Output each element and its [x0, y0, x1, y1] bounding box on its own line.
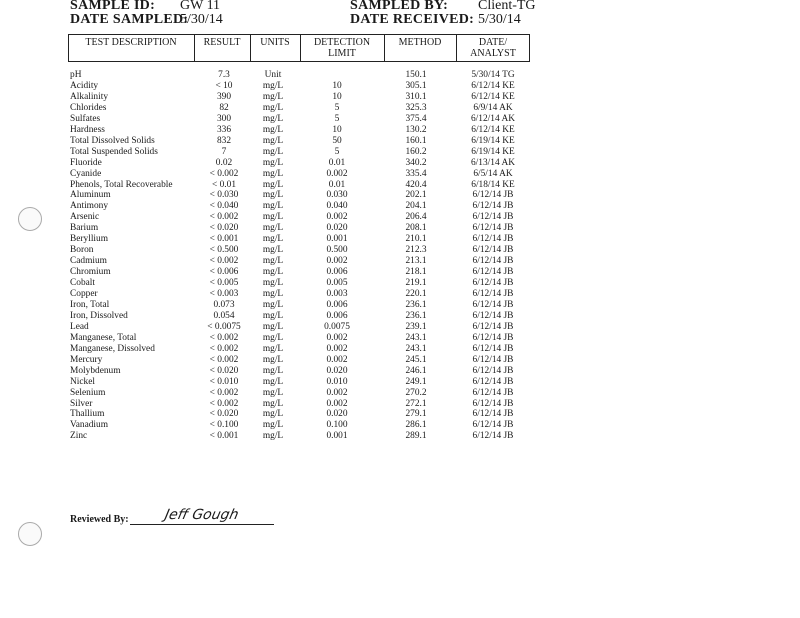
cell-result: < 0.001: [209, 234, 239, 245]
table-row: [0, 70, 560, 81]
cell-test-description: Boron: [70, 245, 94, 256]
cell-date-analyst: 5/30/14 TG: [471, 70, 515, 80]
cell-test-description: Iron, Dissolved: [70, 310, 128, 321]
cell-test-description: Sulfates: [70, 113, 101, 124]
cell-method: 420.4: [405, 179, 427, 190]
cell-detection-limit: 0.002: [326, 398, 348, 409]
cell-method: 208.1: [405, 223, 427, 234]
cell-test-description: Fluoride: [70, 157, 102, 168]
cell-test-description: Lead: [70, 321, 89, 332]
cell-test-description: Arsenic: [70, 212, 100, 223]
cell-units: mg/L: [262, 201, 284, 212]
sample-id-label: SAMPLE ID:: [70, 0, 156, 13]
cell-date-analyst: 6/12/14 KE: [471, 91, 515, 102]
cell-detection-limit: 0.006: [326, 267, 348, 278]
cell-result: < 0.01: [211, 179, 237, 190]
cell-units: mg/L: [262, 376, 284, 387]
table-row: [0, 278, 560, 289]
cell-result: < 0.006: [209, 267, 239, 278]
cell-result: 0.054: [213, 310, 235, 321]
cell-units: mg/L: [262, 234, 284, 245]
table-row: [0, 125, 560, 136]
cell-test-description: Selenium: [70, 387, 106, 398]
cell-test-description: Vanadium: [70, 420, 109, 431]
cell-date-analyst: 6/12/14 JB: [472, 201, 514, 212]
date-sampled-value: 5/30/14: [180, 12, 223, 27]
cell-method: 243.1: [405, 332, 427, 343]
cell-detection-limit: 10: [332, 124, 342, 135]
cell-method: 219.1: [405, 278, 427, 289]
cell-units: Unit: [264, 70, 282, 80]
cell-date-analyst: 6/18/14 KE: [471, 179, 515, 190]
cell-detection-limit: 0.0075: [324, 321, 350, 332]
cell-date-analyst: 6/12/14 JB: [472, 420, 514, 431]
cell-units: mg/L: [262, 398, 284, 409]
cell-units: mg/L: [262, 278, 284, 289]
cell-result: 82: [219, 102, 229, 113]
table-row: [0, 169, 560, 180]
cell-detection-limit: 0.002: [326, 354, 348, 365]
cell-units: mg/L: [262, 124, 284, 135]
cell-date-analyst: 6/12/14 JB: [472, 234, 514, 245]
cell-detection-limit: 5: [334, 146, 340, 157]
cell-method: 150.1: [405, 70, 427, 80]
cell-date-analyst: 6/12/14 JB: [472, 354, 514, 365]
cell-date-analyst: 6/9/14 AK: [473, 102, 513, 113]
cell-units: mg/L: [262, 80, 284, 91]
cell-method: 243.1: [405, 343, 427, 354]
cell-units: mg/L: [262, 91, 284, 102]
cell-detection-limit: 0.002: [326, 256, 348, 267]
cell-test-description: Manganese, Dissolved: [70, 343, 155, 354]
table-row: [0, 147, 560, 158]
table-row: [0, 158, 560, 169]
cell-units: mg/L: [262, 431, 284, 442]
cell-result: 390: [216, 91, 232, 102]
cell-detection-limit: 0.500: [326, 245, 348, 256]
cell-detection-limit: 50: [332, 135, 342, 146]
cell-test-description: Beryllium: [70, 234, 109, 245]
cell-method: 160.2: [405, 146, 427, 157]
cell-test-description: Silver: [70, 398, 93, 409]
cell-detection-limit: 5: [334, 113, 340, 124]
cell-detection-limit: 10: [332, 80, 342, 91]
reviewed-by-label: Reviewed By:: [70, 514, 129, 525]
cell-units: mg/L: [262, 102, 284, 113]
date-received-value: 5/30/14: [478, 12, 521, 27]
cell-units: mg/L: [262, 365, 284, 376]
cell-date-analyst: 6/12/14 AK: [470, 113, 515, 124]
table-row: [0, 311, 560, 322]
cell-detection-limit: 0.01: [328, 157, 346, 168]
cell-method: 212.3: [405, 245, 427, 256]
cell-test-description: Thallium: [70, 409, 105, 420]
cell-date-analyst: 6/12/14 JB: [472, 190, 514, 201]
cell-result: < 0.020: [209, 365, 239, 376]
cell-date-analyst: 6/12/14 JB: [472, 223, 514, 234]
cell-units: mg/L: [262, 343, 284, 354]
sampled-by-label: SAMPLED BY:: [350, 0, 449, 13]
cell-method: 270.2: [405, 387, 427, 398]
cell-test-description: Chromium: [70, 267, 111, 278]
cell-date-analyst: 6/12/14 JB: [472, 245, 514, 256]
cell-method: 249.1: [405, 376, 427, 387]
cell-method: 245.1: [405, 354, 427, 365]
cell-detection-limit: 5: [334, 102, 340, 113]
cell-date-analyst: 6/12/14 JB: [472, 332, 514, 343]
cell-units: mg/L: [262, 179, 284, 190]
cell-units: mg/L: [262, 267, 284, 278]
cell-result: < 0.002: [209, 212, 239, 223]
cell-units: mg/L: [262, 332, 284, 343]
cell-date-analyst: 6/12/14 KE: [471, 80, 515, 91]
cell-method: 286.1: [405, 420, 427, 431]
table-row: [0, 201, 560, 212]
cell-test-description: Nickel: [70, 376, 95, 387]
cell-result: < 0.002: [209, 398, 239, 409]
cell-detection-limit: 0.020: [326, 409, 348, 420]
table-row: [0, 245, 560, 256]
cell-detection-limit: 0.020: [326, 365, 348, 376]
cell-result: < 0.002: [209, 168, 239, 179]
cell-test-description: Acidity: [70, 80, 99, 91]
cell-test-description: Total Suspended Solids: [70, 146, 158, 157]
cell-method: 220.1: [405, 289, 427, 299]
cell-date-analyst: 6/12/14 KE: [471, 124, 515, 135]
cell-detection-limit: 0.003: [326, 289, 348, 299]
cell-detection-limit: 0.100: [326, 420, 348, 431]
cell-method: 375.4: [405, 113, 427, 124]
col-date-analyst-line1: DATE/: [478, 37, 508, 48]
table-row: [0, 92, 560, 103]
cell-units: mg/L: [262, 354, 284, 365]
table-row: [0, 344, 560, 355]
cell-test-description: Alkalinity: [70, 91, 109, 102]
table-row: [0, 81, 560, 92]
cell-units: mg/L: [262, 113, 284, 124]
sampled-by-value: Client-TG: [478, 0, 536, 13]
table-row: [0, 431, 560, 442]
cell-date-analyst: 6/12/14 JB: [472, 256, 514, 267]
table-row: [0, 212, 560, 223]
cell-method: 160.1: [405, 135, 427, 146]
cell-units: mg/L: [262, 310, 284, 321]
cell-units: mg/L: [262, 190, 284, 201]
cell-units: mg/L: [262, 256, 284, 267]
cell-detection-limit: 0.030: [326, 190, 348, 201]
table-row: [0, 366, 560, 377]
cell-method: 310.1: [405, 91, 427, 102]
cell-date-analyst: 6/12/14 JB: [472, 398, 514, 409]
cell-test-description: Barium: [70, 223, 99, 234]
table-row: [0, 409, 560, 420]
cell-result: < 0.001: [209, 431, 239, 442]
binder-hole-bottom: [18, 522, 42, 546]
cell-units: mg/L: [262, 299, 284, 310]
cell-method: 204.1: [405, 201, 427, 212]
col-date-analyst-line2: ANALYST: [470, 48, 516, 59]
cell-units: mg/L: [262, 135, 284, 146]
cell-method: 236.1: [405, 310, 427, 321]
cell-method: 206.4: [405, 212, 427, 223]
cell-date-analyst: 6/12/14 JB: [472, 289, 514, 299]
table-row: [0, 377, 560, 388]
sample-id-value: GW 11: [180, 0, 221, 13]
cell-result: < 0.0075: [207, 321, 241, 332]
signature-line: [130, 524, 274, 525]
cell-detection-limit: 0.006: [326, 310, 348, 321]
cell-date-analyst: 6/12/14 JB: [472, 343, 514, 354]
col-method: METHOD: [398, 37, 442, 48]
cell-test-description: Manganese, Total: [70, 332, 137, 343]
cell-detection-limit: 0.005: [326, 278, 348, 289]
cell-test-description: Cyanide: [70, 168, 102, 179]
cell-detection-limit: 0.002: [326, 212, 348, 223]
cell-detection-limit: 0.001: [326, 234, 348, 245]
table-row: [0, 420, 560, 431]
cell-test-description: Antimony: [70, 201, 109, 212]
cell-date-analyst: 6/12/14 JB: [472, 431, 514, 442]
cell-detection-limit: 0.020: [326, 223, 348, 234]
cell-units: mg/L: [262, 168, 284, 179]
cell-method: 218.1: [405, 267, 427, 278]
table-row: [0, 223, 560, 234]
cell-units: mg/L: [262, 289, 284, 299]
table-row: [0, 300, 560, 311]
cell-result: < 0.002: [209, 343, 239, 354]
cell-result: < 0.100: [209, 420, 239, 431]
col-units: UNITS: [260, 37, 290, 48]
col-detection-limit-line2: LIMIT: [328, 48, 356, 59]
table-row: [0, 256, 560, 267]
cell-result: < 0.002: [209, 256, 239, 267]
cell-result: 7.3: [218, 70, 230, 80]
cell-method: 289.1: [405, 431, 427, 442]
cell-date-analyst: 6/12/14 JB: [472, 299, 514, 310]
table-row: [0, 267, 560, 278]
cell-method: 236.1: [405, 299, 427, 310]
cell-result: < 0.020: [209, 409, 239, 420]
col-result: RESULT: [203, 37, 241, 48]
cell-date-analyst: 6/12/14 JB: [472, 310, 514, 321]
cell-test-description: Chlorides: [70, 102, 107, 113]
cell-date-analyst: 6/12/14 JB: [472, 365, 514, 376]
table-column-headers: [68, 34, 530, 62]
cell-units: mg/L: [262, 420, 284, 431]
cell-result: < 0.010: [209, 376, 239, 387]
cell-test-description: Hardness: [70, 124, 105, 135]
cell-units: mg/L: [262, 212, 284, 223]
cell-test-description: Aluminum: [70, 190, 111, 201]
cell-method: 246.1: [405, 365, 427, 376]
cell-date-analyst: 6/12/14 JB: [472, 376, 514, 387]
cell-units: mg/L: [262, 321, 284, 332]
cell-method: 279.1: [405, 409, 427, 420]
cell-result: < 0.003: [209, 289, 239, 299]
cell-test-description: Phenols, Total Recoverable: [70, 179, 173, 190]
table-row: [0, 190, 560, 201]
cell-date-analyst: 6/12/14 JB: [472, 212, 514, 223]
cell-result: 7: [221, 146, 227, 157]
cell-method: 130.2: [405, 124, 427, 135]
cell-result: 0.073: [213, 299, 235, 310]
cell-method: 239.1: [405, 321, 427, 332]
cell-result: < 10: [215, 80, 233, 91]
cell-result: 300: [216, 113, 232, 124]
col-detection-limit-line1: DETECTION: [313, 37, 371, 48]
cell-date-analyst: 6/12/14 JB: [472, 387, 514, 398]
binder-hole-top: [18, 207, 42, 231]
cell-date-analyst: 6/13/14 AK: [470, 157, 515, 168]
cell-method: 272.1: [405, 398, 427, 409]
cell-units: mg/L: [262, 157, 284, 168]
table-row: [0, 322, 560, 333]
cell-detection-limit: 0.006: [326, 299, 348, 310]
cell-method: 305.1: [405, 80, 427, 91]
cell-result: < 0.002: [209, 387, 239, 398]
table-row: [0, 180, 560, 191]
cell-result: < 0.020: [209, 223, 239, 234]
table-row: [0, 103, 560, 114]
table-row: [0, 399, 560, 410]
cell-detection-limit: 0.010: [326, 376, 348, 387]
cell-test-description: Cadmium: [70, 256, 107, 267]
cell-detection-limit: 0.040: [326, 201, 348, 212]
cell-test-description: Total Dissolved Solids: [70, 135, 155, 146]
cell-result: 336: [216, 124, 232, 135]
cell-method: 340.2: [405, 157, 427, 168]
cell-units: mg/L: [262, 146, 284, 157]
cell-detection-limit: 0.01: [328, 179, 346, 190]
cell-test-description: pH: [70, 70, 82, 80]
cell-detection-limit: 0.002: [326, 332, 348, 343]
cell-units: mg/L: [262, 409, 284, 420]
cell-test-description: Copper: [70, 289, 98, 299]
cell-result: < 0.002: [209, 332, 239, 343]
cell-units: mg/L: [262, 223, 284, 234]
cell-result: < 0.040: [209, 201, 239, 212]
cell-date-analyst: 6/19/14 KE: [471, 146, 515, 157]
cell-test-description: Iron, Total: [70, 299, 110, 310]
cell-method: 202.1: [405, 190, 427, 201]
cell-result: < 0.005: [209, 278, 239, 289]
table-row: [0, 234, 560, 245]
cell-detection-limit: 0.001: [326, 431, 348, 442]
cell-result: 832: [216, 135, 232, 146]
cell-date-analyst: 6/19/14 KE: [471, 135, 515, 146]
table-row: [0, 388, 560, 399]
cell-result: < 0.002: [209, 354, 239, 365]
reviewer-signature: Jeff Gough: [163, 507, 241, 523]
date-received-label: DATE RECEIVED:: [350, 12, 475, 27]
cell-date-analyst: 6/12/14 JB: [472, 321, 514, 332]
cell-detection-limit: 0.002: [326, 387, 348, 398]
table-row: [0, 333, 560, 344]
cell-units: mg/L: [262, 245, 284, 256]
cell-method: 325.3: [405, 102, 427, 113]
cell-test-description: Mercury: [70, 354, 103, 365]
cell-date-analyst: 6/12/14 JB: [472, 409, 514, 420]
cell-method: 213.1: [405, 256, 427, 267]
table-row: [0, 289, 560, 300]
cell-test-description: Cobalt: [70, 278, 95, 289]
cell-method: 210.1: [405, 234, 427, 245]
cell-test-description: Molybdenum: [70, 365, 121, 376]
cell-method: 335.4: [405, 168, 427, 179]
cell-date-analyst: 6/5/14 AK: [473, 168, 513, 179]
cell-result: 0.02: [215, 157, 233, 168]
cell-detection-limit: 10: [332, 91, 342, 102]
table-row: [0, 114, 560, 125]
table-row: [0, 355, 560, 366]
table-row: [0, 136, 560, 147]
cell-result: < 0.500: [209, 245, 239, 256]
cell-date-analyst: 6/12/14 JB: [472, 278, 514, 289]
cell-test-description: Zinc: [70, 431, 88, 442]
cell-result: < 0.030: [209, 190, 239, 201]
col-test-description: TEST DESCRIPTION: [85, 37, 177, 48]
date-sampled-label: DATE SAMPLED:: [70, 12, 189, 27]
cell-detection-limit: 0.002: [326, 343, 348, 354]
cell-date-analyst: 6/12/14 JB: [472, 267, 514, 278]
cell-detection-limit: 0.002: [326, 168, 348, 179]
cell-units: mg/L: [262, 387, 284, 398]
